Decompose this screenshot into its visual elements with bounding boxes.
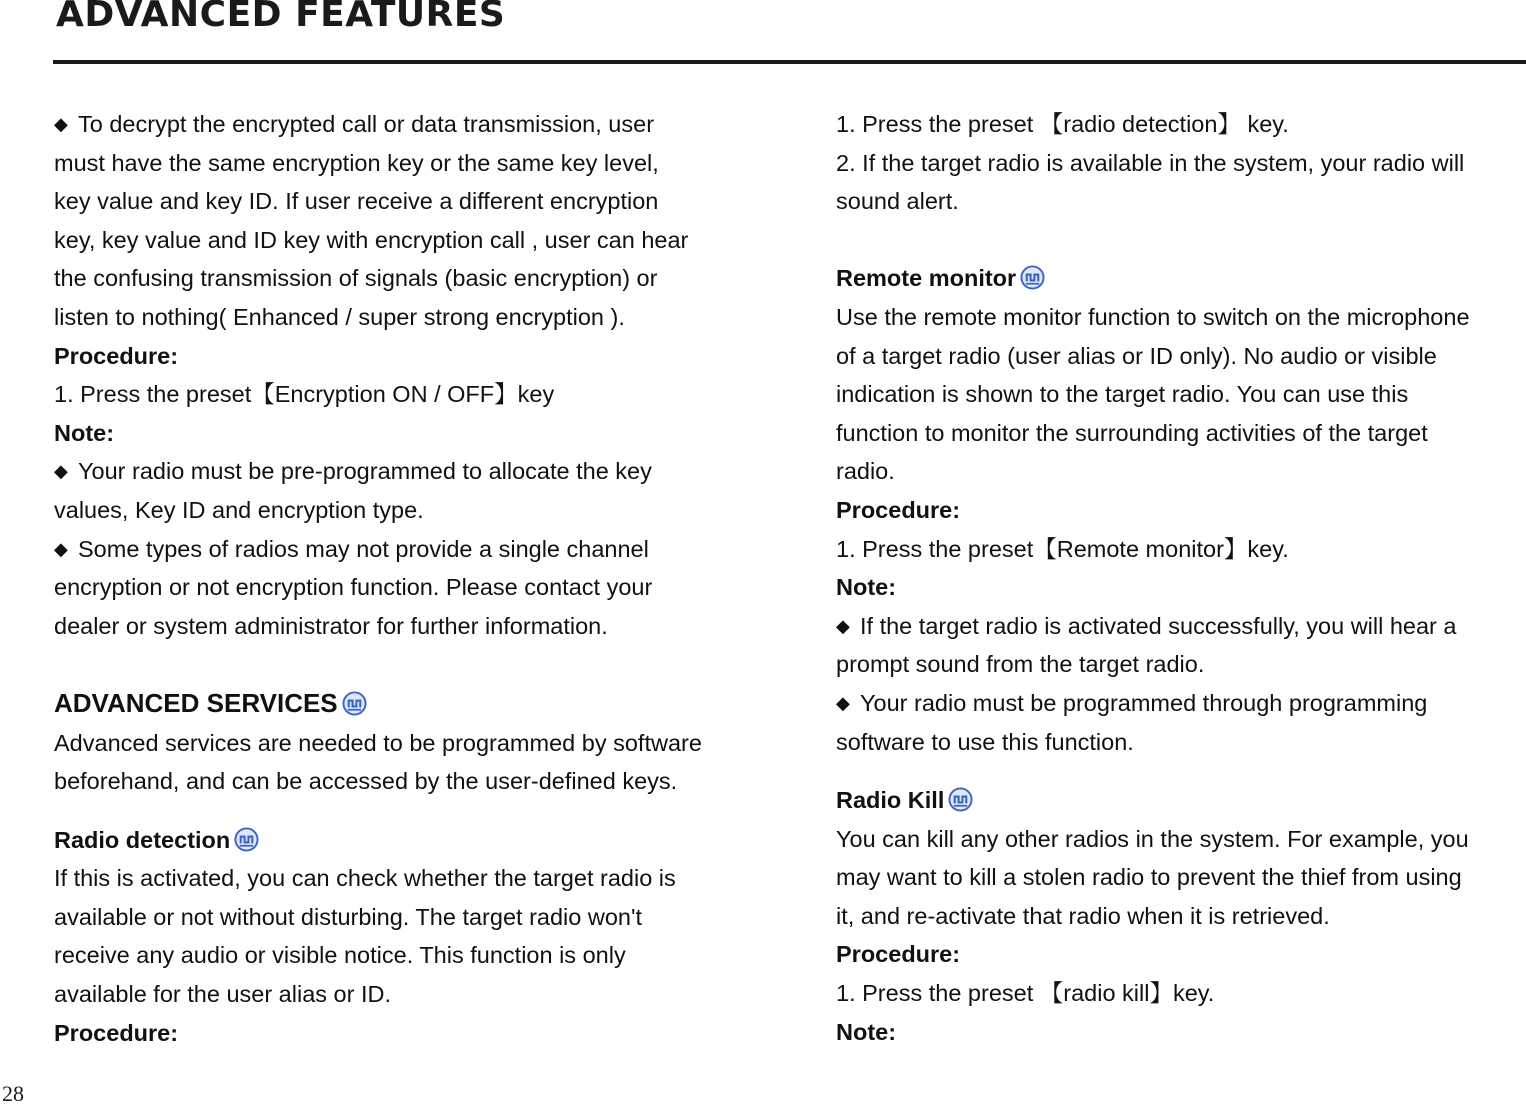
note-bullet: ◆ Your radio must be pre-programmed to allocate the key (54, 452, 754, 491)
procedure-step-line: sound alert. (836, 188, 959, 215)
note-bullet-line: prompt sound from the target radio. (836, 651, 1205, 678)
procedure-step: 1. Press the preset【Remote monitor】key. (836, 535, 1289, 562)
paragraph-line: listen to nothing( Enhanced / super strong encryption ). (54, 303, 625, 330)
procedure-label: Procedure: (54, 342, 179, 369)
note-label: Note: (836, 1018, 897, 1045)
note-label: Note: (54, 419, 115, 446)
spacer (54, 801, 754, 821)
paragraph-line: key, key value and ID key with encryption call , user can hear (54, 226, 689, 253)
note-bullet: ◆ Some types of radios may not provide a single channel (54, 530, 754, 569)
paragraph-line: it, and re-activate that radio when it is retrieved. (836, 902, 1330, 929)
section-heading-advanced-services: ADVANCED SERVICES (54, 684, 754, 724)
subheading-radio-kill: Radio Kill (836, 781, 1526, 820)
bullet-diamond-icon: ◆ (54, 538, 68, 559)
bullet-diamond-icon: ◆ (836, 692, 850, 713)
paragraph-line: indication is shown to the target radio. You can use this (836, 381, 1409, 408)
paragraph-line: function to monitor the surrounding activities of the target (836, 419, 1428, 446)
service-icon (948, 787, 973, 812)
procedure-label: Procedure: (836, 941, 961, 968)
paragraph-line: Use the remote monitor function to switch on the microphone (836, 303, 1470, 330)
paragraph-line: available or not without disturbing. The target radio won't (54, 903, 642, 930)
note-bullet-line: encryption or not encryption function. Please contact your (54, 574, 653, 601)
paragraph-line: may want to kill a stolen radio to prevent the thief from using (836, 864, 1462, 891)
procedure-step: 1. Press the preset 【radio kill】key. (836, 980, 1215, 1007)
page-number: 28 (2, 1081, 24, 1106)
note-label: Note: (836, 574, 897, 601)
bullet-diamond-icon: ◆ (54, 114, 68, 134)
note-bullet-line: dealer or system administrator for further information. (54, 612, 608, 639)
paragraph-line: key value and key ID. If user receive a different encryption (54, 188, 659, 215)
paragraph-line: available for the user alias or ID. (54, 981, 391, 1008)
page-header-title: ADVANCED FEATURES (56, 0, 506, 35)
service-icon (342, 691, 367, 716)
spacer (836, 761, 1526, 781)
right-column (836, 105, 1526, 1051)
paragraph-line: receive any audio or visible notice. This function is only (54, 942, 626, 969)
paragraph-line: beforehand, and can be accessed by the user-defined keys. (54, 768, 678, 795)
paragraph-line: radio. (836, 458, 895, 485)
procedure-label: Procedure: (836, 496, 961, 523)
paragraph-line: If this is activated, you can check whether the target radio is (54, 865, 676, 892)
procedure-step: 1. Press the preset 【radio detection】 key. (836, 111, 1289, 137)
service-icon (1020, 265, 1045, 290)
bullet-diamond-icon: ◆ (54, 461, 68, 482)
procedure-step: 1. Press the preset【Encryption ON / OFF】key (54, 381, 555, 408)
subheading-remote-monitor: Remote monitor (836, 259, 1526, 298)
left-column (54, 105, 754, 1052)
service-icon (234, 827, 259, 852)
spacer (54, 645, 754, 684)
note-bullet: ◆ If the target radio is activated successfully, you will hear a (836, 607, 1526, 646)
procedure-step: 2. If the target radio is available in the system, your radio will (836, 149, 1465, 176)
header-divider (53, 60, 1526, 64)
paragraph-line: of a target radio (user alias or ID only). No audio or visible (836, 342, 1437, 369)
paragraph-line: You can kill any other radios in the system. For example, you (836, 825, 1469, 852)
note-bullet: ◆ Your radio must be programmed through programming (836, 684, 1526, 723)
procedure-label: Procedure: (54, 1019, 179, 1046)
paragraph-line: must have the same encryption key or the same key level, (54, 149, 659, 176)
bullet-diamond-icon: ◆ (836, 615, 850, 636)
subheading-radio-detection: Radio detection (54, 821, 754, 860)
note-bullet-line: software to use this function. (836, 728, 1134, 755)
note-bullet-line: values, Key ID and encryption type. (54, 496, 424, 523)
paragraph-line: the confusing transmission of signals (basic encryption) or (54, 265, 658, 292)
paragraph-line: ◆ To decrypt the encrypted call or data transmission, user (54, 105, 754, 144)
spacer (836, 221, 1526, 260)
paragraph-line: Advanced services are needed to be programmed by software (54, 729, 702, 756)
